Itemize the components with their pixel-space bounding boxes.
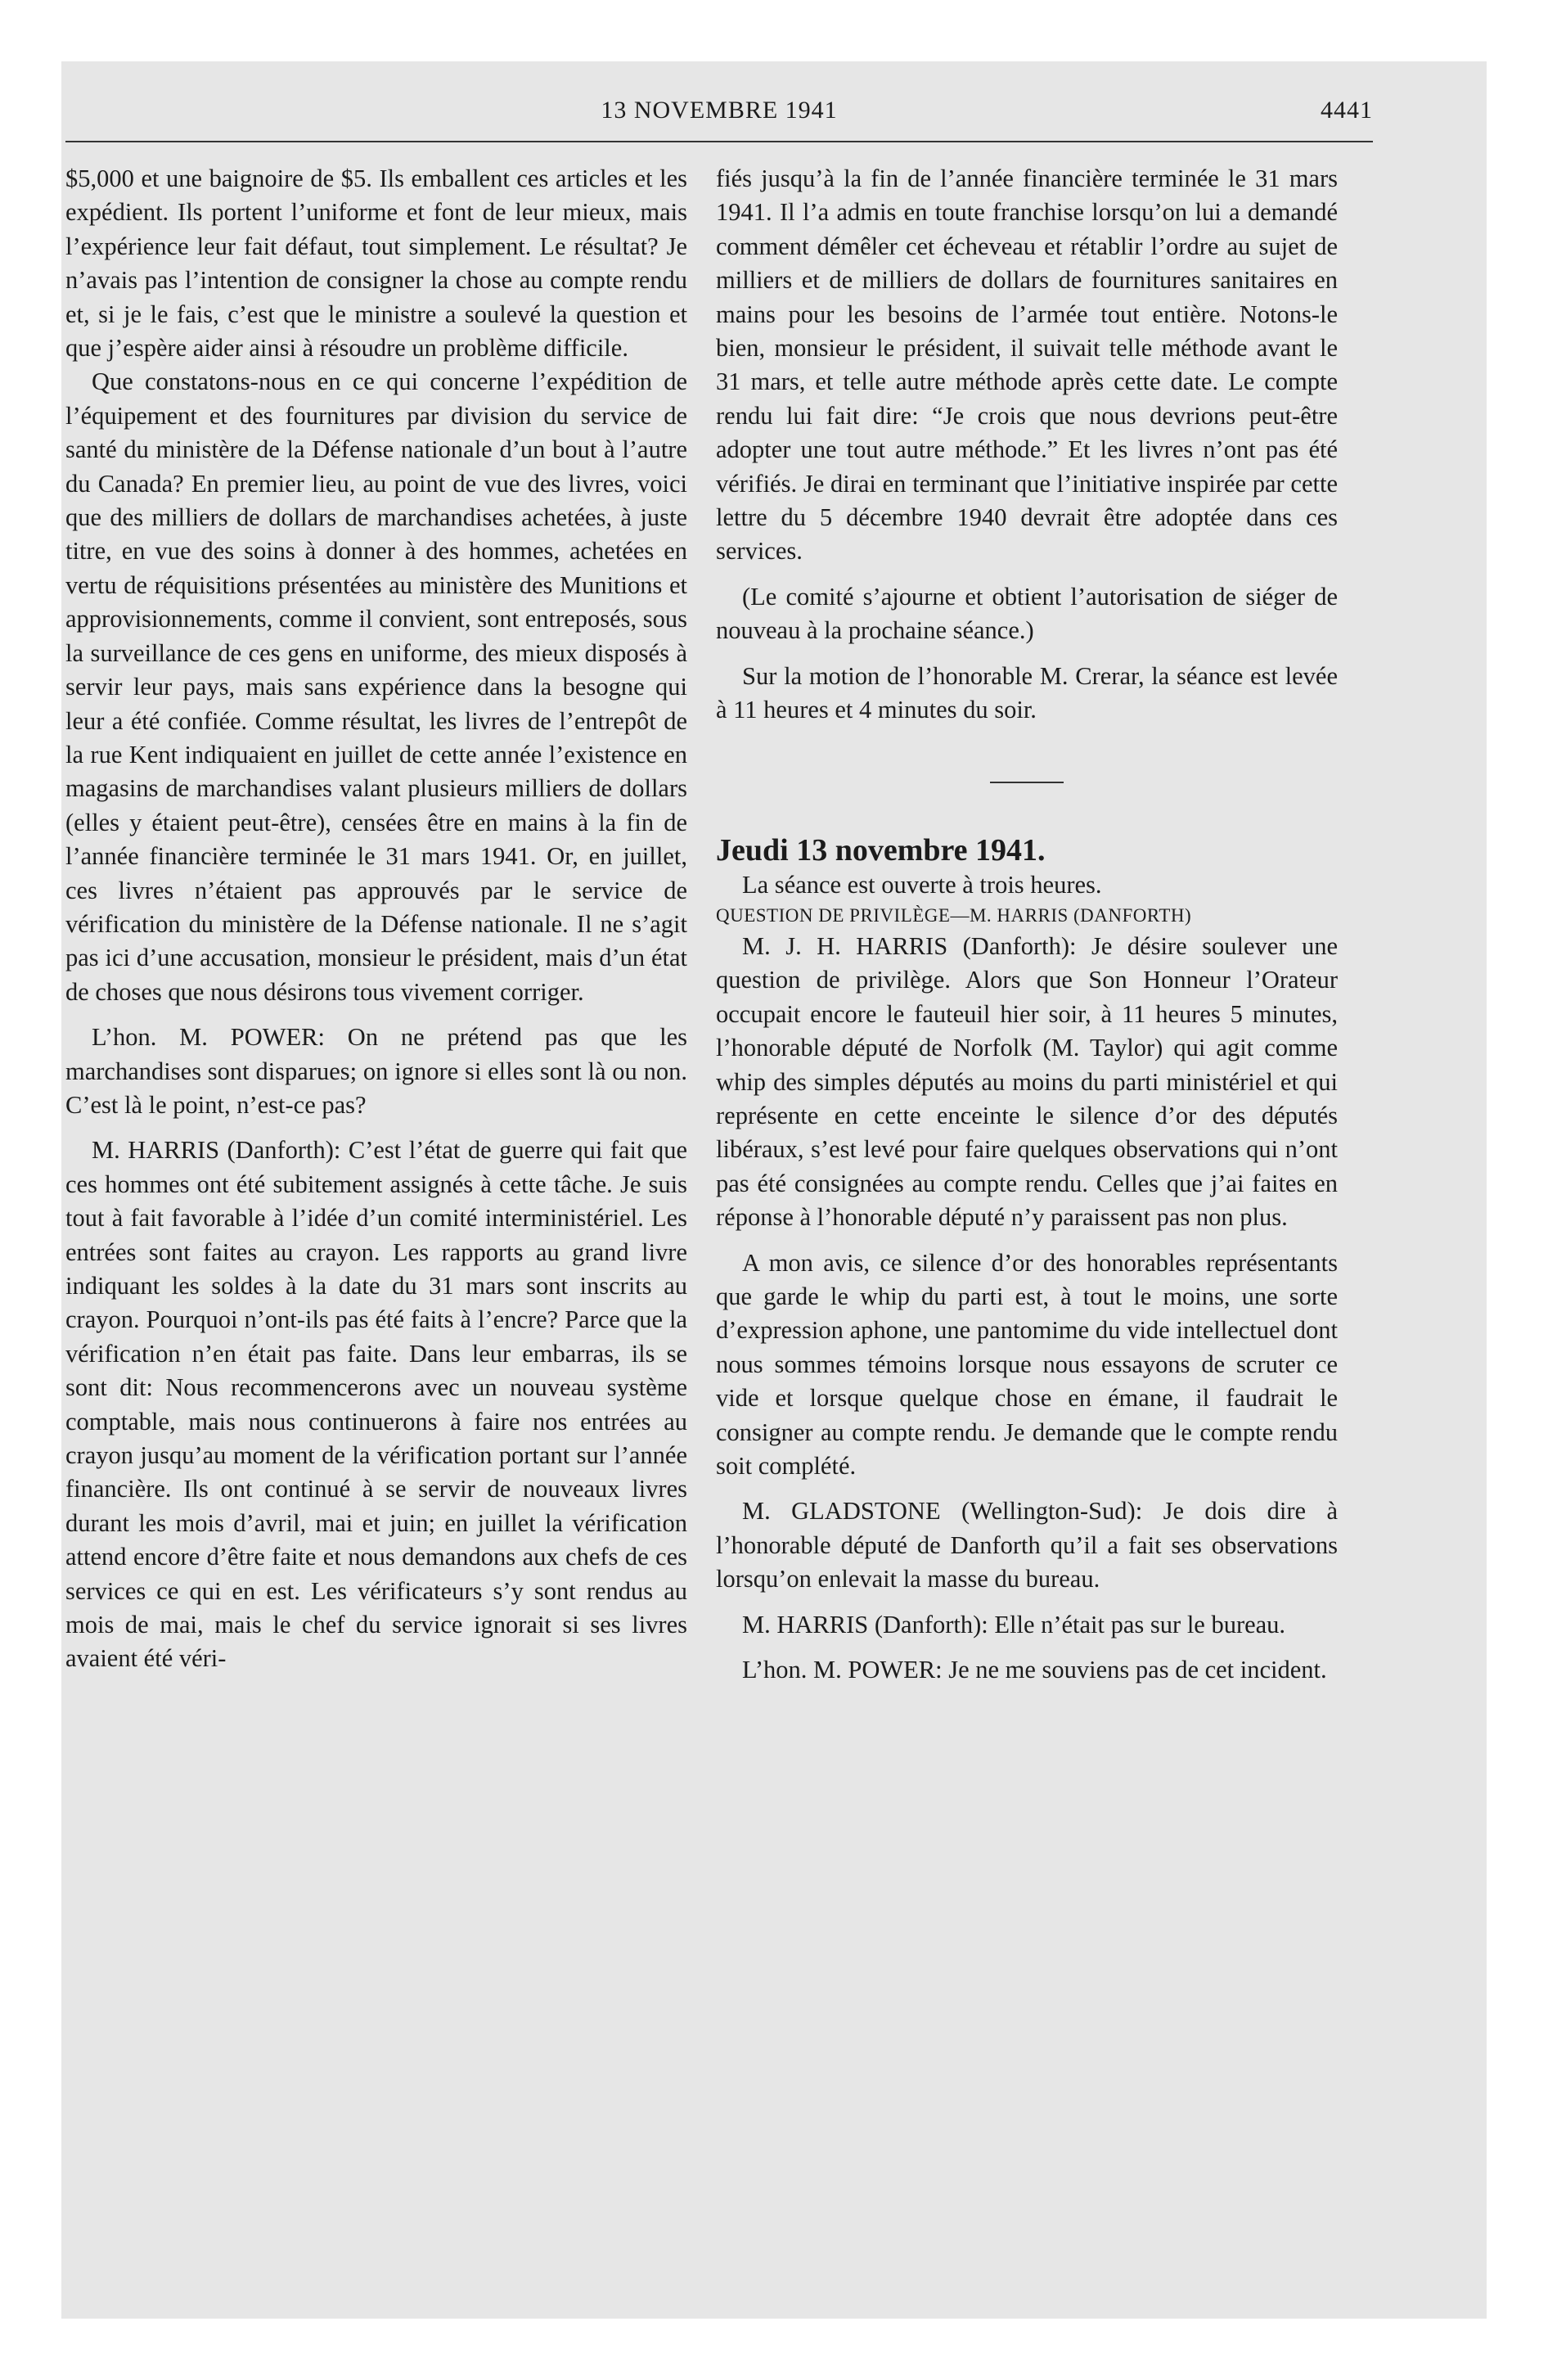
paragraph: fiés jusqu’à la fin de l’année financière terminée le 31 mars 1941. Il l’a admis en toute franchise lorsqu’on lui a demandé comment démêler cet écheveau et rétablir l’ordre au sujet de milliers et de milliers de dollars de fournitures sanitaires en mains pour les besoins de l’armée tout entière. Notons-le bien, monsieur le président, il suivait telle méthode avant le 31 mars, et telle autre méthode après cette date. Le compte rendu lui fait dire: “Je crois que nous devrions peut-être adopter une tout autre méthode.” Et les livres n’ont pas été vérifiés. Je dirai en terminant que l’initiative inspirée par cette lettre du 5 décembre 1940 devrait être adoptée dans ces services. xyxy=(716,165,1338,566)
paragraph: L’hon. M. POWER: Je ne me souviens pas de cet incident. xyxy=(742,1656,1327,1684)
right-column xyxy=(716,162,1338,1687)
paragraph: M. GLADSTONE (Wellington-Sud): Je dois dire à l’honorable député de Danforth qu’il a fait ses observations lorsqu’on enlevait la masse du bureau. xyxy=(716,1497,1338,1593)
page-header xyxy=(65,97,1373,146)
paragraph: Que constatons-nous en ce qui concerne l’expédition de l’équipement et des fournitures par division du service de santé du ministère de la Défense nationale d’un bout à l’autre du Canada? En premier lieu, au point de vue des livres, voici que des milliers de dollars de marchandises achetées, à juste titre, en vue des soins à donner à des hommes, achetées en vertu de réquisitions présentées au ministère des Munitions et approvisionnements, comme il convient, sont entreposés, sous la surveillance de ces gens en uniforme, des mieux disposés à servir leur pays, mais sans expérience dans la besogne qui leur a été confiée. Comme résultat, les livres de l’entrepôt de la rue Kent indiquaient en juillet de cette année l’existence en magasins de marchandises valant plusieurs milliers de dollars (elles y étaient peut-être), censées être en mains à la fin de l’année financière terminée le 31 mars 1941. Or, en juillet, ces livres n’étaient pas approuvés par le service de vérification du ministère de la Défense nationale. Il ne s’agit pas ici d’une accusation, monsieur le président, mais d’un état de choses que nous désirons tous vivement corriger. xyxy=(65,367,687,1006)
header-rule xyxy=(65,141,1373,142)
left-column xyxy=(65,162,687,1676)
section-separator xyxy=(990,782,1064,783)
subheading: QUESTION DE PRIVILÈGE—M. HARRIS (DANFORTH) xyxy=(716,904,1192,926)
paragraph: M. HARRIS (Danforth): Elle n’était pas sur le bureau. xyxy=(742,1610,1286,1639)
paragraph: $5,000 et une baignoire de $5. Ils emballent ces articles et les expédient. Ils portent l’uniforme et font de leur mieux, mais l’expérience leur fait défaut, tout simplement. Le résultat? Je n’avais pas l’intention de consigner la chose au compte rendu et, si je le fais, c’est que le ministre a soulevé la question et que j’espère aider ainsi à résoudre un problème difficile. xyxy=(65,165,687,363)
page-number: 4441 xyxy=(1321,97,1373,124)
sitting-heading: Jeudi 13 novembre 1941. xyxy=(716,832,1046,868)
paragraph: (Le comité s’ajourne et obtient l’autorisation de siéger de nouveau à la prochaine séance.) xyxy=(716,582,1338,645)
header-date: 13 NOVEMBRE 1941 xyxy=(601,97,838,124)
opening-line: La séance est ouverte à trois heures. xyxy=(742,870,1102,899)
paragraph: L’hon. M. POWER: On ne prétend pas que les marchandises sont disparues; on ignore si elles sont là ou non. C’est là le point, n’est-ce pas? xyxy=(65,1023,687,1119)
paragraph: Sur la motion de l’honorable M. Crerar, la séance est levée à 11 heures et 4 minutes du soir. xyxy=(716,661,1338,724)
paragraph: A mon avis, ce silence d’or des honorables représentants que garde le whip du parti est, à tout le moins, une sorte d’expression aphone, une pantomime du vide intellectuel dont nous sommes témoins lorsque nous essayons de scruter ce vide et lorsque quelque chose en émane, il faudrait le consigner au compte rendu. Je demande que le compte rendu soit complété. xyxy=(716,1248,1338,1480)
paragraph: M. J. H. HARRIS (Danforth): Je désire soulever une question de privilège. Alors que Son Honneur l’Orateur occupait encore le fauteuil hier soir, à 11 heures 5 minutes, l’honorable député de Norfolk (M. Taylor) qui agit comme whip des simples députés au moins du parti ministériel et qui représente en cette enceinte le silence d’or des députés libéraux, s’est levé pour faire quelques observations qui n’ont pas été consignées au compte rendu. Celles que j’ai faites en réponse à l’honorable député n’y paraissent pas non plus. xyxy=(716,931,1338,1232)
paragraph: M. HARRIS (Danforth): C’est l’état de guerre qui fait que ces hommes ont été subitement assignés à cette tâche. Je suis tout à fait favorable à l’idée d’un comité interministériel. Les entrées sont faites au crayon. Les rapports au grand livre indiquant les soldes à la date du 31 mars sont inscrits au crayon. Pourquoi n’ont-ils pas été faits à l’encre? Parce que la vérification n’en était pas faite. Dans leur embarras, ils se sont dit: Nous recommencerons avec un nouveau système comptable, mais nous continuerons à faire nos entrées au crayon jusqu’au moment de la vérification portant sur l’année financière. Ils ont continué à se servir de nouveaux livres durant les mois d’avril, mai et juin; en juillet la vérification attend encore d’être faite et nous demandons aux chefs de ces services ce qui en est. Les vérificateurs s’y sont rendus au mois de mai, mais le chef du service ignorait si ses livres avaient été véri- xyxy=(65,1136,687,1673)
